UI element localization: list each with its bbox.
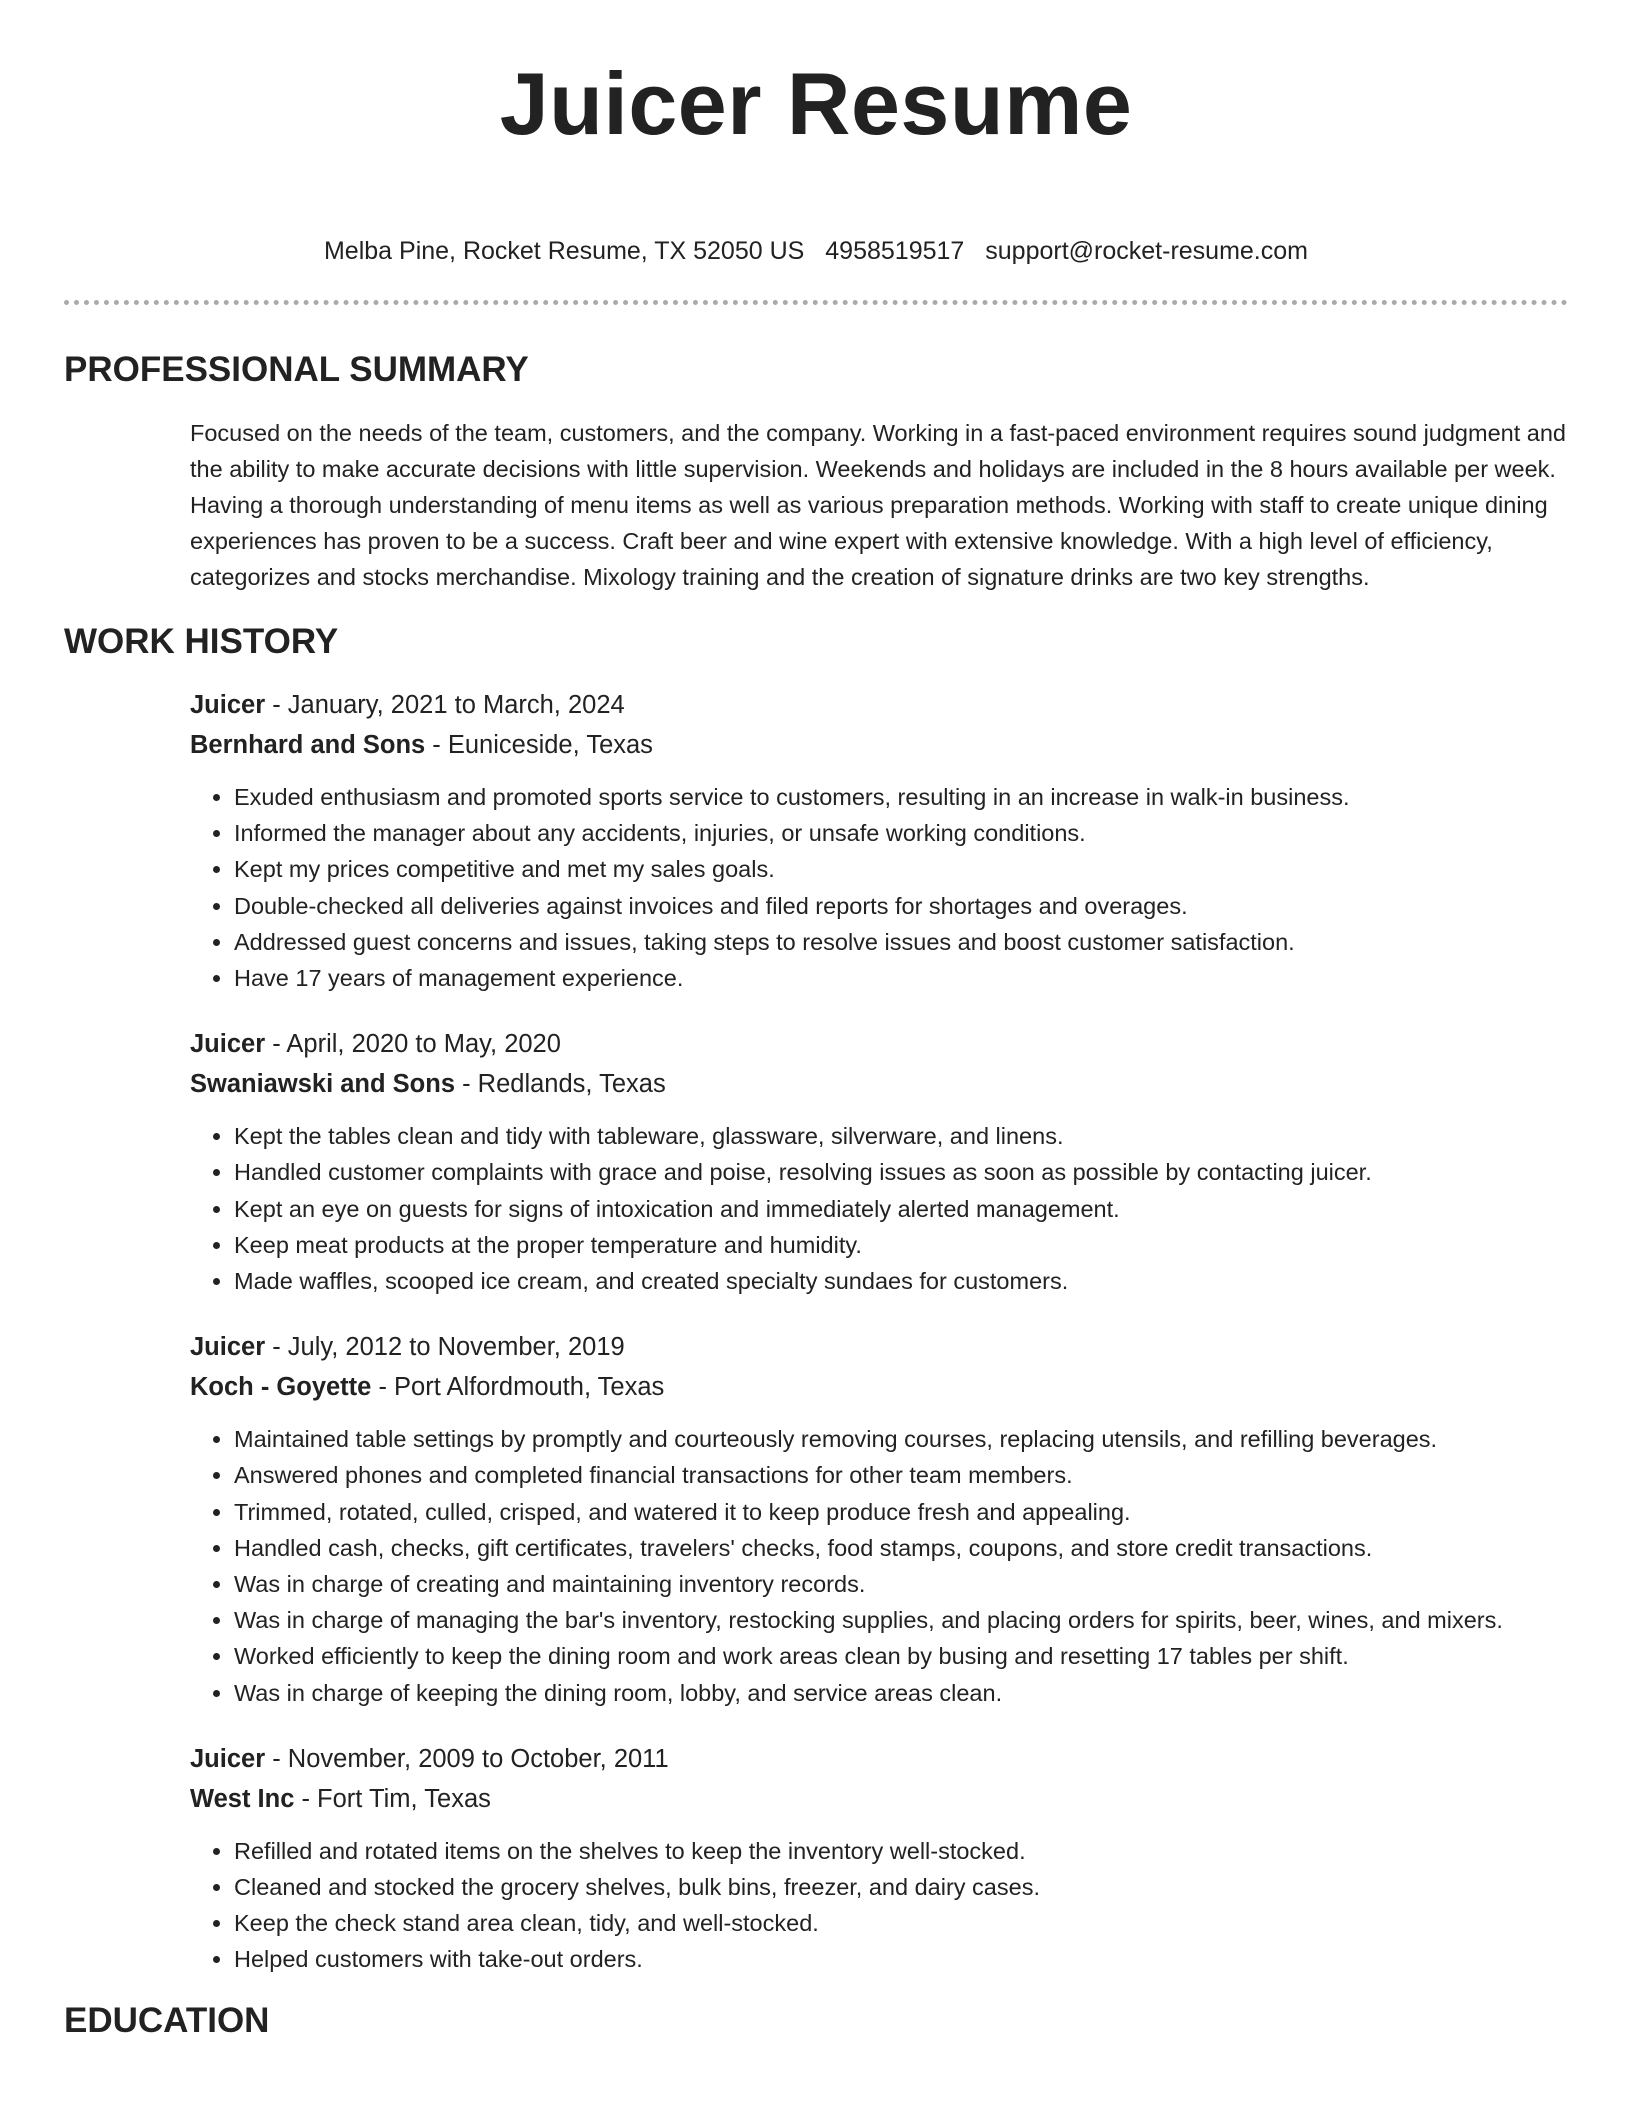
job-duty: • Refilled and rotated items on the shelves to keep the inventory well-stocked. xyxy=(234,1833,1568,1869)
education-heading: EDUCATION xyxy=(64,2000,270,2040)
job-entry xyxy=(190,1327,1568,1711)
contact-phone: 4958519517 xyxy=(825,237,965,265)
job-location: - Euniceside, Texas xyxy=(425,731,653,759)
job-title-line xyxy=(190,1327,1568,1367)
job-title-line xyxy=(190,1739,1568,1779)
job-duty: • Maintained table settings by promptly and courteously removing courses, replacing utensils, and refilling beverages. xyxy=(234,1421,1568,1457)
job-company-line xyxy=(190,1367,1568,1407)
job-dates: - November, 2009 to October, 2011 xyxy=(265,1744,669,1773)
job-duty: • Cleaned and stocked the grocery shelves, bulk bins, freezer, and dairy cases. xyxy=(234,1869,1568,1905)
header-divider xyxy=(64,300,1568,305)
job-dates: - April, 2020 to May, 2020 xyxy=(265,1030,561,1059)
job-duty: • Have 17 years of management experience. xyxy=(234,960,1568,996)
job-duty: • Kept my prices competitive and met my sales goals. xyxy=(234,851,1568,887)
job-duty: • Trimmed, rotated, culled, crisped, and watered it to keep produce fresh and appealing. xyxy=(234,1494,1568,1530)
job-duties-list xyxy=(190,779,1568,996)
contact-email: support@rocket-resume.com xyxy=(985,237,1308,265)
job-company-line xyxy=(190,1779,1568,1819)
contact-line xyxy=(0,236,1632,266)
job-title: Juicer xyxy=(190,1030,266,1059)
contact-address: Melba Pine, Rocket Resume, TX 52050 US xyxy=(323,237,805,265)
job-entry xyxy=(190,685,1568,996)
job-duty: • Exuded enthusiasm and promoted sports service to customers, resulting in an increase in walk-in business. xyxy=(234,779,1568,815)
job-company-line xyxy=(190,1064,1568,1104)
job-duty: • Informed the manager about any accidents, injuries, or unsafe working conditions. xyxy=(234,815,1568,851)
job-duty: • Keep the check stand area clean, tidy, and well-stocked. xyxy=(234,1905,1568,1941)
job-duty: • Made waffles, scooped ice cream, and created specialty sundaes for customers. xyxy=(234,1263,1568,1299)
job-duty: • Was in charge of managing the bar's inventory, restocking supplies, and placing orders for spirits, beer, wines, and mixers. xyxy=(234,1602,1568,1638)
job-duties-list xyxy=(190,1421,1568,1711)
job-dates: - January, 2021 to March, 2024 xyxy=(265,691,625,719)
work-history-heading: WORK HISTORY xyxy=(64,622,339,661)
job-dates: - July, 2012 to November, 2019 xyxy=(265,1333,625,1362)
job-location: - Redlands, Texas xyxy=(455,1070,666,1099)
job-duty: • Was in charge of creating and maintaining inventory records. xyxy=(234,1566,1568,1602)
job-duty: • Double-checked all deliveries against invoices and filed reports for shortages and overages. xyxy=(234,888,1568,924)
job-company: Swaniawski and Sons xyxy=(190,1070,455,1099)
job-title: Juicer xyxy=(190,1333,266,1362)
job-title-line xyxy=(190,1024,1568,1064)
job-company: Koch - Goyette xyxy=(190,1373,372,1402)
job-duty: • Kept the tables clean and tidy with tableware, glassware, silverware, and linens. xyxy=(234,1118,1568,1154)
job-company-line xyxy=(190,725,1568,765)
job-title-line xyxy=(190,685,1568,725)
job-duties-list xyxy=(190,1118,1568,1299)
job-duties-list xyxy=(190,1833,1568,1978)
summary-text: Focused on the needs of the team, customers, and the company. Working in a fast-paced environment requires sound judgment and the ability to make accurate decisions with little supervision. Weekends and holidays are included in the 8 hours available per week. Having a thorough understanding of menu items as well as various preparation methods. Working with staff to create unique dining experiences has proven to be a success. Craft beer and wine expert with extensive knowledge. With a high level of efficiency, categorizes and stocks merchandise. Mixology training and the creation of signature drinks are two key strengths. xyxy=(190,420,1566,590)
job-duty: • Answered phones and completed financial transactions for other team members. xyxy=(234,1457,1568,1493)
job-duty: • Handled customer complaints with grace and poise, resolving issues as soon as possible by contacting juicer. xyxy=(234,1154,1568,1190)
job-duty: • Worked efficiently to keep the dining room and work areas clean by busing and resetting 17 tables per shift. xyxy=(234,1638,1568,1674)
job-duty: • Keep meat products at the proper temperature and humidity. xyxy=(234,1227,1568,1263)
job-duty: • Handled cash, checks, gift certificates, travelers' checks, food stamps, coupons, and store credit transactions. xyxy=(234,1530,1568,1566)
resume-title: Juicer Resume xyxy=(499,54,1133,153)
job-duty: • Kept an eye on guests for signs of intoxication and immediately alerted management. xyxy=(234,1191,1568,1227)
job-title: Juicer xyxy=(190,1744,266,1773)
job-entry xyxy=(190,1739,1568,1978)
job-duty: • Helped customers with take-out orders. xyxy=(234,1941,1568,1977)
job-company: Bernhard and Sons xyxy=(190,731,426,759)
summary-heading: PROFESSIONAL SUMMARY xyxy=(64,350,529,389)
job-location: - Port Alfordmouth, Texas xyxy=(371,1373,665,1402)
job-duty: • Was in charge of keeping the dining room, lobby, and service areas clean. xyxy=(234,1675,1568,1711)
job-company: West Inc xyxy=(190,1784,295,1813)
job-duty: • Addressed guest concerns and issues, taking steps to resolve issues and boost customer satisfaction. xyxy=(234,924,1568,960)
job-location: - Fort Tim, Texas xyxy=(294,1784,491,1813)
job-title: Juicer xyxy=(190,691,266,719)
job-entry xyxy=(190,1024,1568,1299)
